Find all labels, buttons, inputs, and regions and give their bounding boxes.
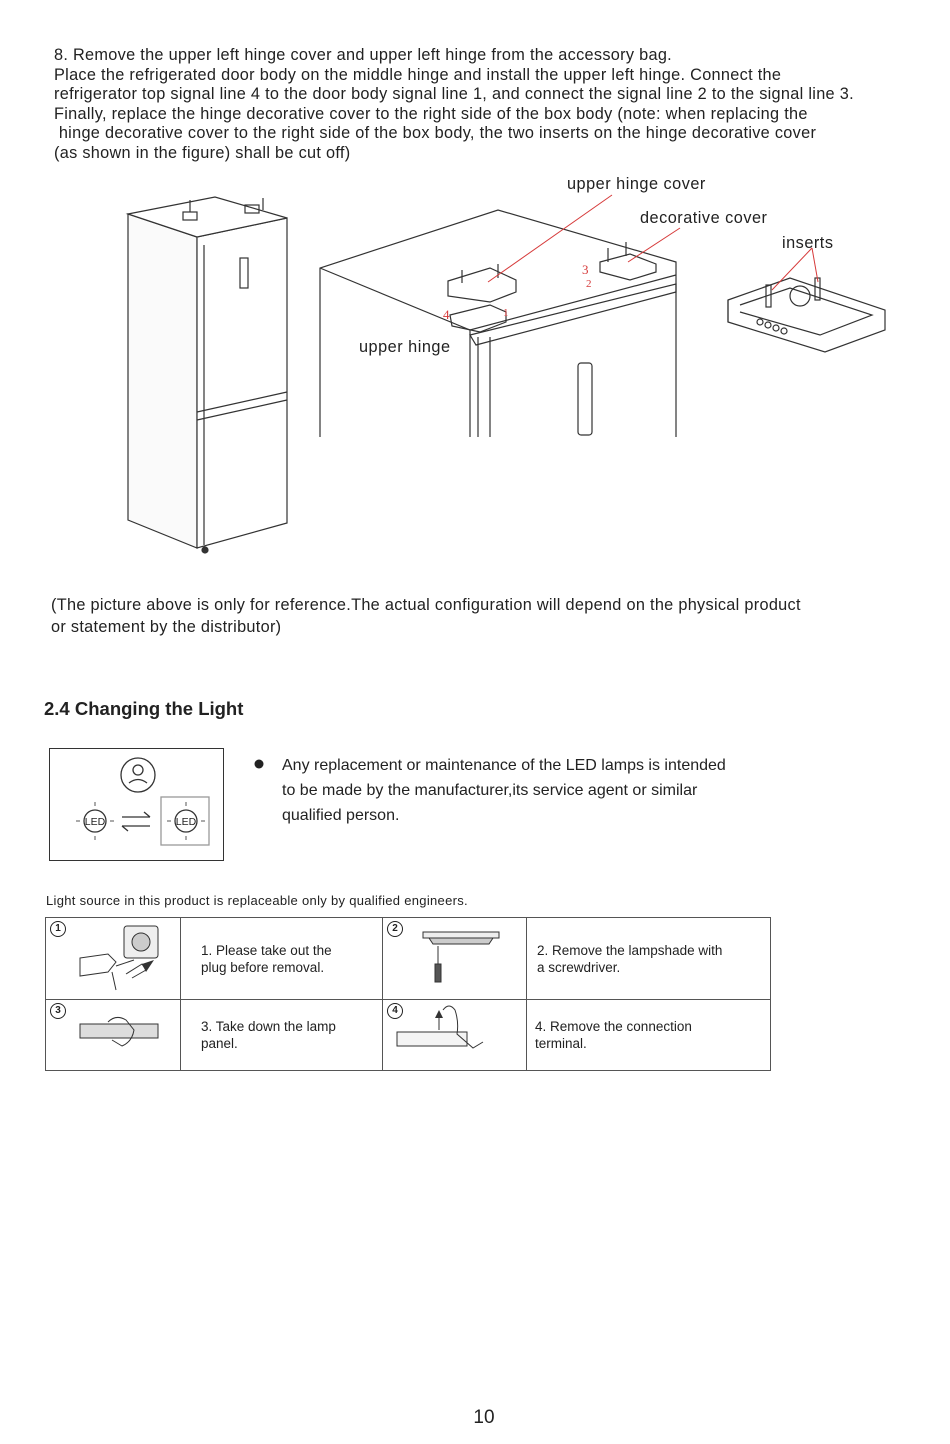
screwdriver-illustration	[383, 918, 526, 995]
reference-note-line: (The picture above is only for reference.The actual configuration will depend on the physical product	[51, 596, 801, 614]
lamp-panel-illustration	[46, 1000, 180, 1066]
led-warning-text	[282, 753, 802, 828]
step-image-cell	[46, 918, 181, 1000]
step-8-line: Finally, replace the hinge decorative cover to the right side of the box body (note: when replacing the	[54, 104, 808, 123]
step-image-cell	[46, 1000, 181, 1071]
step-image-cell	[383, 1000, 527, 1071]
decorative-cover-label: decorative cover	[640, 209, 768, 227]
unplug-illustration	[46, 918, 180, 995]
step-number: 1	[50, 921, 66, 937]
step-caption: 1. Please take out the plug before removal.	[201, 942, 332, 975]
reference-note	[51, 595, 931, 638]
fridge-corner-detail-drawing	[320, 210, 676, 437]
step-number: 3	[50, 1003, 66, 1019]
swap-arrows-icon	[122, 812, 150, 831]
step-caption: 3. Take down the lamp panel.	[201, 1019, 336, 1051]
led-label: LED	[175, 816, 197, 828]
step-8-line: 8. Remove the upper left hinge cover and upper left hinge from the accessory bag.	[54, 46, 673, 64]
step-caption-cell	[527, 1000, 771, 1071]
upper-hinge-label: upper hinge	[359, 338, 451, 356]
decorative-cover-detail-drawing	[728, 278, 885, 352]
step-caption: 2. Remove the lampshade with a screwdriver.	[537, 942, 723, 975]
step-number: 2	[387, 921, 403, 937]
step-caption-cell	[181, 918, 383, 1000]
upper-hinge-cover-label: upper hinge cover	[567, 175, 706, 193]
fridge-overview-drawing	[128, 197, 287, 553]
section-number-minor: .4	[54, 698, 75, 719]
led-service-graphic	[50, 749, 223, 860]
signal-line-marker: 2	[586, 278, 592, 290]
reference-note-line: or statement by the distributor)	[51, 617, 282, 636]
lamp-replacement-steps-table	[45, 917, 771, 1071]
inserts-label: inserts	[782, 234, 834, 252]
light-source-note: Light source in this product is replaceable only by qualified engineers.	[46, 893, 468, 908]
led-label: LED	[84, 816, 106, 828]
led-replacement-icon-box	[49, 748, 224, 861]
step-caption: 4. Remove the connection terminal.	[535, 1019, 692, 1051]
step-image-cell	[383, 918, 527, 1000]
signal-line-marker: 1	[503, 307, 509, 319]
signal-line-marker: 4	[443, 307, 450, 322]
warning-line: Any replacement or maintenance of the LED lamps is intended	[282, 757, 726, 774]
hinge-installation-figure	[0, 0, 950, 580]
step-8-line: Place the refrigerated door body on the middle hinge and install the upper left hinge. Connect the	[54, 65, 782, 84]
warning-line: to be made by the manufacturer,its service agent or similar	[282, 782, 698, 799]
bullet-icon	[253, 758, 265, 770]
section-number-major: 2	[44, 698, 55, 719]
step-8-line: hinge decorative cover to the right side of the box body, the two inserts on the hinge decorative cover	[54, 124, 817, 143]
step-8-line: (as shown in the figure) shall be cut off)	[54, 143, 351, 162]
step-caption-cell	[527, 918, 771, 1000]
warning-line: qualified person.	[282, 807, 400, 824]
step-caption-cell	[181, 1000, 383, 1071]
connection-terminal-illustration	[383, 1000, 526, 1066]
page-number: 10	[473, 1407, 495, 1428]
step-number: 4	[387, 1003, 403, 1019]
section-title: Changing the Light	[74, 698, 244, 719]
signal-line-marker: 3	[582, 262, 589, 277]
step-8-line: refrigerator top signal line 4 to the door body signal line 1, and connect the signal line 2 to the signal line 3.	[54, 85, 854, 104]
section-heading	[44, 698, 243, 720]
